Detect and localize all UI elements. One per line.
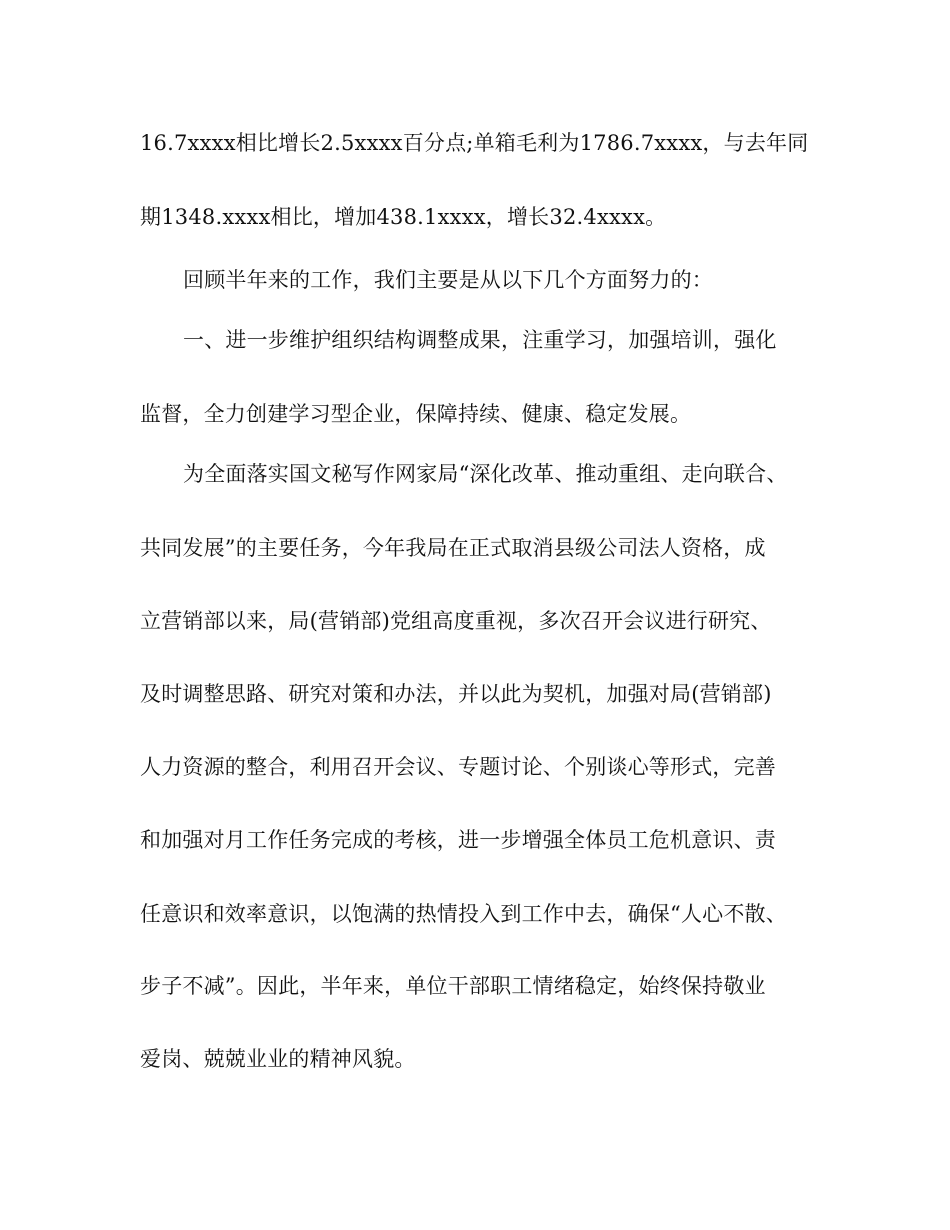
text-line: 期1348.xxxx相比，增加438.1xxxx，增长32.4xxxx。 — [140, 205, 667, 229]
paragraph-start-line: 回顾半年来的工作，我们主要是从以下几个方面努力的： — [183, 268, 713, 292]
paragraph-start-line: 为全面落实国文秘写作网家局“深化改革、推动重组、走向联合、 — [183, 462, 788, 486]
text-line: 和加强对月工作任务完成的考核，进一步增强全体员工危机意识、责 — [140, 828, 776, 852]
text-line: 任意识和效率意识，以饱满的热情投入到工作中去，确保“人心不散、 — [140, 902, 787, 926]
text-line: 人力资源的整合，利用召开会议、专题讨论、个别谈心等形式，完善 — [140, 755, 776, 779]
text-line: 立营销部以来，局(营销部)党组高度重视，多次召开会议进行研究、 — [140, 609, 772, 633]
text-line: 共同发展”的主要任务，今年我局在正式取消县级公司法人资格，成 — [140, 536, 766, 560]
text-line: 爱岗、兢兢业业的精神风貌。 — [140, 1047, 416, 1071]
paragraph-start-line: 一、进一步维护组织结构调整成果，注重学习，加强培训，强化 — [183, 328, 777, 352]
text-line: 及时调整思路、研究对策和办法，并以此为契机，加强对局(营销部) — [140, 682, 772, 706]
text-line: 步子不减”。因此，半年来，单位干部职工情绪稳定，始终保持敬业 — [140, 974, 766, 998]
text-line: 监督，全力创建学习型企业，保障持续、健康、稳定发展。 — [140, 402, 692, 426]
text-line: 16.7xxxx相比增长2.5xxxx百分点;单箱毛利为1786.7xxxx，与去年同 — [140, 131, 809, 155]
